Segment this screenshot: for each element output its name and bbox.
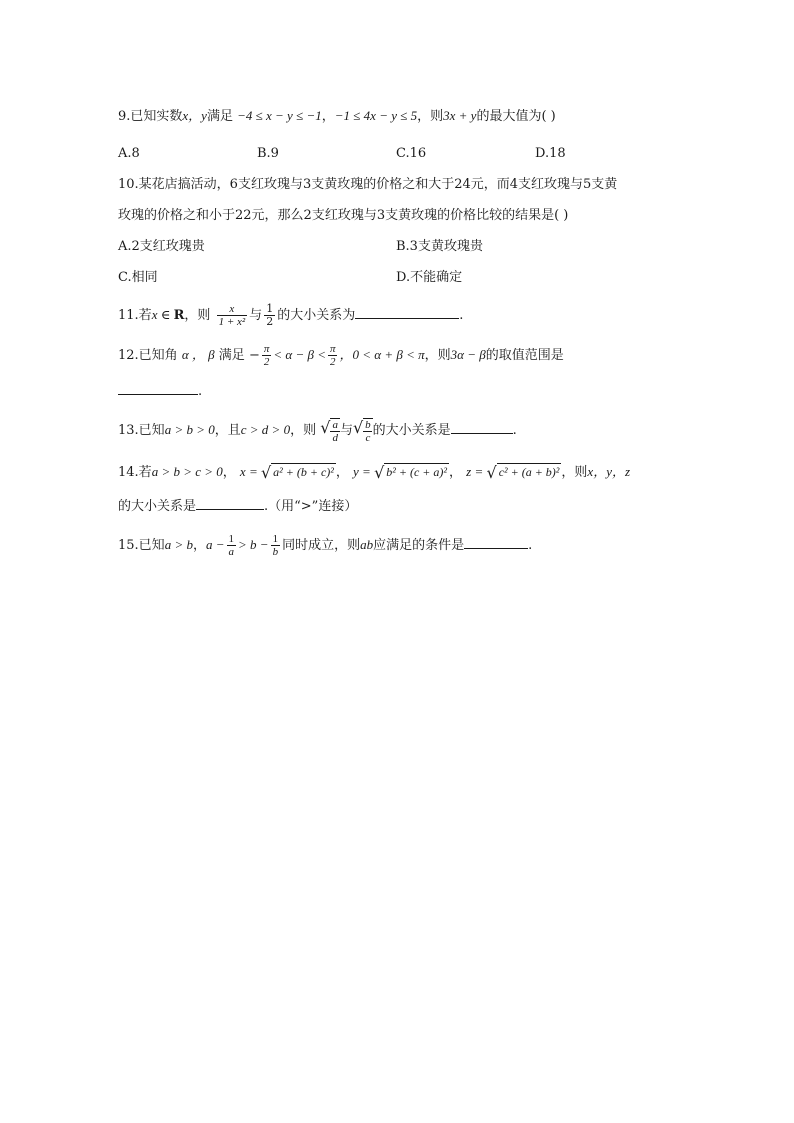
q12-ineq: < α − β < [273, 347, 326, 362]
q13-and: 与 [339, 423, 353, 438]
q9-prefix: 9.已知实数 [118, 109, 183, 124]
q15-sep: ， [192, 538, 206, 553]
q13-prefix: 13.已知 [118, 423, 165, 438]
q15-one-b: 1 [272, 533, 279, 545]
q9-mid: 满足 [206, 109, 233, 124]
q11-cond: x ∈ [151, 307, 174, 322]
q13-sqrt-1 [320, 418, 340, 444]
q12-fraction-left [262, 343, 272, 368]
q13-s2-den: c [365, 431, 371, 444]
q15-mid: > b − [238, 537, 269, 552]
question-11: 11.若x ∈ R，则 $\frac{x}{\text{1 + x²}}$ 与 $\frac{1}{2}$ 的大小关系为 . [118, 302, 464, 328]
q13-answer-blank[interactable] [451, 421, 513, 434]
question-10-line-1: 10.某花店搞活动，6支红玫瑰与3支黄玫瑰的价格之和大于24元，而4支红玫瑰与5支黄 [118, 177, 618, 192]
q14-z-radicand: c² + (a + b)² [497, 463, 562, 483]
q15-lhs: a − [205, 537, 225, 552]
q14-x-radicand: a² + (b + c)² [271, 463, 336, 483]
q13-s2-num: b [365, 418, 371, 431]
q13-sqrt-2 [353, 418, 373, 444]
question-12 [118, 342, 564, 369]
q12-minus: − [248, 348, 260, 363]
q12-pi-num-l: π [263, 343, 270, 355]
q9-cond2: −1 ≤ 4x − y ≤ 5 [334, 108, 418, 123]
q12-vars: α ， β [181, 347, 215, 362]
q9-cond1: −4 ≤ x − y ≤ −1 [237, 108, 322, 123]
question-12-line-2: . [118, 382, 202, 402]
q15-cond1: a > b [164, 537, 193, 552]
q12-then: ，则 [424, 348, 451, 363]
q13-cond2: c > d > 0 [240, 422, 291, 437]
q12-cond2: ，0 < α + β < π [339, 347, 425, 362]
q13-frac-2 [363, 418, 373, 444]
q14-answer-blank[interactable] [196, 497, 264, 510]
q13-radical-2: √ [352, 417, 364, 437]
q14-y-radicand: b² + (c + a)² [384, 463, 449, 483]
q15-fraction-b [271, 533, 281, 558]
question-15: 15.已知a > b，a − $\frac{1}{a}$ > b − $\frac{1}{b}$ 同时成立，则ab应满足的条件是 . [118, 533, 533, 558]
q15-suffix-cn: 同时成立，则 [282, 538, 361, 553]
q14-x-sqrt [261, 463, 336, 483]
q12-pi-den-r: 2 [329, 356, 336, 368]
q14-y-radical: √ [374, 462, 385, 482]
q13-s1-num: a [332, 418, 338, 431]
q11-then: ，则 [184, 308, 211, 323]
q13-frac-1 [330, 418, 340, 444]
question-14: 14.若a > b > c > 0， x = √ a² + (b + c)² ， y = √ b² + (c + a)² ， z = √ c² + (a + b)² ，则x，y，z [118, 462, 631, 482]
q15-suffix2: 应满足的条件是 [373, 538, 465, 553]
q12-prefix: 12.已知角 [118, 348, 178, 363]
q9-option-a[interactable]: A.8 [118, 146, 140, 161]
q11-fraction-1 [217, 303, 248, 328]
question-10-line-2: 玫瑰的价格之和小于22元，那么2支红玫瑰与3支黄玫瑰的价格比较的结果是( ) [118, 208, 569, 223]
q13-radical-1: √ [320, 417, 331, 437]
q14-z-radical: √ [486, 462, 497, 482]
q14-cond: a > b > c > 0 [151, 464, 223, 479]
q14-line2-prefix: 的大小关系是 [118, 499, 197, 514]
q9-vars: x，y [182, 108, 207, 123]
q15-prefix: 15.已知 [118, 538, 165, 553]
q13-sep: ，且 [214, 423, 241, 438]
q13-then: ，则 [290, 423, 317, 438]
q10-option-a[interactable]: A.2支红玫瑰贵 [118, 239, 205, 254]
q11-answer-blank[interactable] [355, 306, 459, 319]
q12-fraction-right [328, 343, 338, 368]
q14-y-sqrt [374, 463, 449, 483]
q12-expr: 3α − β [450, 347, 486, 362]
q12-suffix: 的取值范围是 [485, 348, 564, 363]
q12-pi-num-r: π [329, 343, 336, 355]
q14-vars: x，y，z [587, 464, 631, 479]
q10-option-c[interactable]: C.相同 [118, 270, 158, 285]
q15-one-a: 1 [228, 533, 235, 545]
q11-frac2-den: 2 [266, 315, 274, 328]
question-13: 13.已知a > b > 0，且c > d > 0，则 √ $\frac{a}{d}$ 与 √ $\frac{b}{c}$ 的大小关系是 . [118, 417, 517, 444]
q14-then: ，则 [561, 465, 588, 480]
q15-ab: ab [360, 537, 374, 552]
q11-and: 与 [249, 308, 263, 323]
q14-z-sqrt [486, 463, 561, 483]
question-9 [118, 106, 556, 127]
q9-expr: 3x + y [443, 108, 477, 123]
q11-set: R [173, 308, 185, 323]
q14-x-lhs: x = [239, 464, 261, 479]
q14-line2-suffix: .（用“>”连接） [264, 499, 358, 514]
q11-prefix: 11.若 [118, 308, 152, 323]
q14-z-lhs: z = [466, 464, 487, 479]
q11-frac1-den: 1 + x² [218, 316, 246, 328]
q11-frac1-num: x [229, 303, 235, 315]
q9-option-d[interactable]: D.18 [535, 146, 566, 161]
q11-suffix: 的大小关系为 [277, 308, 356, 323]
q13-s1-den: d [332, 431, 338, 444]
q11-fraction-2 [264, 303, 275, 328]
q9-option-b[interactable]: B.9 [257, 146, 279, 161]
q15-answer-blank[interactable] [464, 536, 528, 549]
q15-den-a: a [228, 546, 235, 558]
q12-mid: 满足 [218, 348, 245, 363]
q10-option-d[interactable]: D.不能确定 [396, 270, 463, 285]
q9-sep: ， [321, 109, 335, 124]
q15-fraction-a [227, 533, 237, 558]
q10-option-b[interactable]: B.3支黄玫瑰贵 [396, 239, 483, 254]
q14-prefix: 14.若 [118, 465, 152, 480]
q14-y-lhs: y = [353, 464, 375, 479]
question-14-line-2 [118, 497, 357, 517]
q12-answer-blank[interactable] [118, 382, 198, 395]
q14-x-radical: √ [260, 462, 272, 482]
q9-option-c[interactable]: C.16 [396, 146, 427, 161]
q11-frac2-num: 1 [266, 302, 274, 315]
q9-suffix: 的最大值为( ) [476, 109, 556, 124]
q12-pi-den-l: 2 [263, 356, 270, 368]
q13-suffix: 的大小关系是 [372, 423, 451, 438]
q13-cond1: a > b > 0 [164, 422, 215, 437]
q9-then: ，则 [417, 109, 444, 124]
q15-den-b: b [272, 546, 279, 558]
